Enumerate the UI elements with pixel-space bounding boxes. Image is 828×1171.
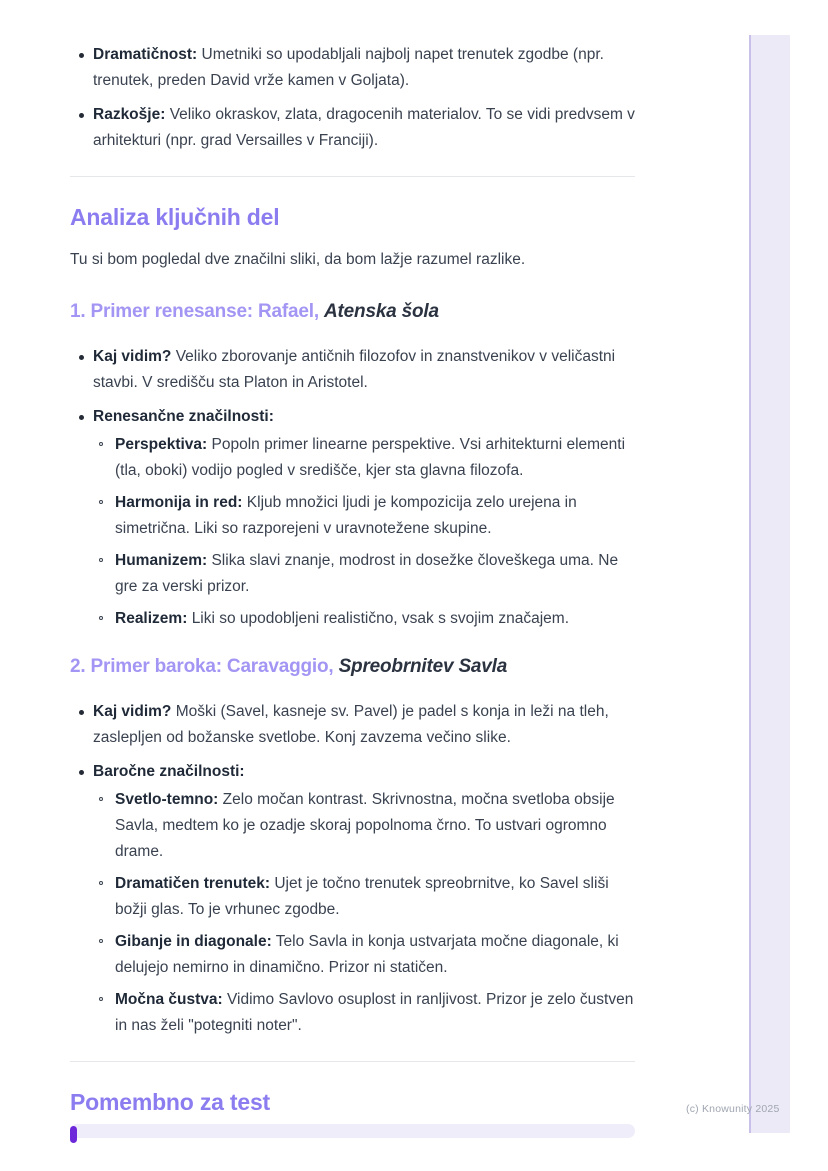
document-content — [70, 42, 635, 1132]
circle-bullet-icon — [99, 558, 103, 562]
list-item — [93, 432, 635, 484]
list-item — [93, 871, 635, 923]
list-item — [93, 987, 635, 1039]
subheading-plain: 2. Primer baroka: Caravaggio, — [70, 656, 334, 677]
page-edge-strip — [749, 35, 790, 1133]
bullet-text: Vidimo Savlovo osuplost in ranljivost. Prizor je zelo čustven in nas želi "potegniti noter". — [115, 991, 634, 1034]
subheading-example2 — [70, 654, 635, 679]
list-item — [70, 42, 635, 94]
bullet-text: Liki so upodobljeni realistično, vsak s svojim značajem. — [191, 610, 570, 627]
bullet-label: Baročne značilnosti: — [93, 763, 245, 780]
callout-accent-bar — [70, 1126, 77, 1143]
list-item — [93, 548, 635, 600]
list-item — [70, 404, 635, 632]
list-item — [93, 490, 635, 542]
bullet-text: Popoln primer linearne perspektive. Vsi arhitekturni elementi (tla, oboki) vodijo pogled v središče, kjer sta glavna filozofa. — [115, 436, 626, 479]
artwork-title: Atenska šola — [324, 301, 439, 322]
baroque-traits-list — [70, 42, 635, 154]
circle-bullet-icon — [99, 797, 103, 801]
divider — [70, 176, 635, 177]
renaissance-example-list — [70, 344, 635, 632]
bullet-label: Humanizem: — [115, 552, 208, 569]
artwork-title: Spreobrnitev Savla — [338, 656, 508, 677]
bullet-label: Svetlo-temno: — [115, 791, 219, 808]
bullet-text: Kljub množici ljudi je kompozicija zelo urejena in simetrična. Liki so razporejeni v uravnotežene skupine. — [115, 494, 577, 537]
subheading-plain: 1. Primer renesanse: Rafael, — [70, 301, 319, 322]
list-item — [70, 759, 635, 1039]
bullet-text: Moški (Savel, kasneje sv. Pavel) je padel s konja in leži na tleh, zaslepljen od božanske svetlobe. Konj zavzema večino slike. — [93, 703, 609, 746]
section-heading-analysis: Analiza ključnih del — [70, 204, 280, 230]
bullet-text: Umetniki so upodabljali najbolj napet trenutek zgodbe (npr. trenutek, preden David vrže kamen v Goljata). — [93, 46, 604, 89]
list-item — [70, 102, 635, 154]
bullet-label: Dramatičnost: — [93, 46, 198, 63]
subheading-example1 — [70, 299, 635, 324]
bullet-text: Telo Savla in konja ustvarjata močne diagonale, ki delujejo nemirno in dinamično. Prizor ni statičen. — [115, 933, 619, 976]
circle-bullet-icon — [99, 616, 103, 620]
bullet-label: Renesančne značilnosti: — [93, 408, 274, 425]
bullet-label: Močna čustva: — [115, 991, 223, 1008]
list-item — [93, 787, 635, 865]
bullet-label: Realizem: — [115, 610, 188, 627]
bullet-text: Ujet je točno trenutek spreobrnitve, ko Savel sliši božji glas. To je vrhunec zgodbe. — [115, 875, 609, 918]
list-item — [70, 344, 635, 396]
bullet-dot-icon — [79, 113, 84, 118]
circle-bullet-icon — [99, 939, 103, 943]
nested-list — [93, 787, 635, 1039]
intro-paragraph: Tu si bom pogledal dve značilni sliki, da bom lažje razumel razlike. — [70, 251, 526, 268]
bullet-text: Veliko okraskov, zlata, dragocenih materialov. To se vidi predvsem v arhitekturi (npr. grad Versailles v Franciji). — [93, 106, 635, 149]
circle-bullet-icon — [99, 997, 103, 1001]
section-heading-test: Pomembno za test — [70, 1089, 271, 1115]
bullet-text: Zelo močan kontrast. Skrivnostna, močna svetloba obsije Savla, medtem ko je ozadje skoraj popolnoma črno. To ustvari ogromno drame. — [115, 791, 615, 860]
bullet-label: Harmonija in red: — [115, 494, 243, 511]
bullet-label: Perspektiva: — [115, 436, 208, 453]
bullet-label: Razkošje: — [93, 106, 166, 123]
list-item — [93, 929, 635, 981]
bullet-text: Veliko zborovanje antičnih filozofov in znanstvenikov v veličastni stavbi. V središču sta Platon in Aristotel. — [93, 348, 616, 391]
bullet-label: Gibanje in diagonale: — [115, 933, 272, 950]
list-item — [70, 699, 635, 751]
bullet-dot-icon — [79, 710, 84, 715]
baroque-example-list — [70, 699, 635, 1039]
bullet-dot-icon — [79, 355, 84, 360]
bullet-label: Dramatičen trenutek: — [115, 875, 271, 892]
bullet-text: Slika slavi znanje, modrost in dosežke človeškega uma. Ne gre za verski prizor. — [115, 552, 619, 595]
divider — [70, 1061, 635, 1062]
bullet-dot-icon — [79, 415, 84, 420]
bullet-dot-icon — [79, 770, 84, 775]
list-item — [93, 606, 635, 632]
callout-box-top — [70, 1124, 635, 1138]
circle-bullet-icon — [99, 442, 103, 446]
circle-bullet-icon — [99, 881, 103, 885]
bullet-label: Kaj vidim? — [93, 348, 172, 365]
nested-list — [93, 432, 635, 632]
bullet-dot-icon — [79, 53, 84, 58]
circle-bullet-icon — [99, 500, 103, 504]
bullet-label: Kaj vidim? — [93, 703, 172, 720]
copyright-watermark: (c) Knowunity 2025 — [686, 1103, 780, 1115]
